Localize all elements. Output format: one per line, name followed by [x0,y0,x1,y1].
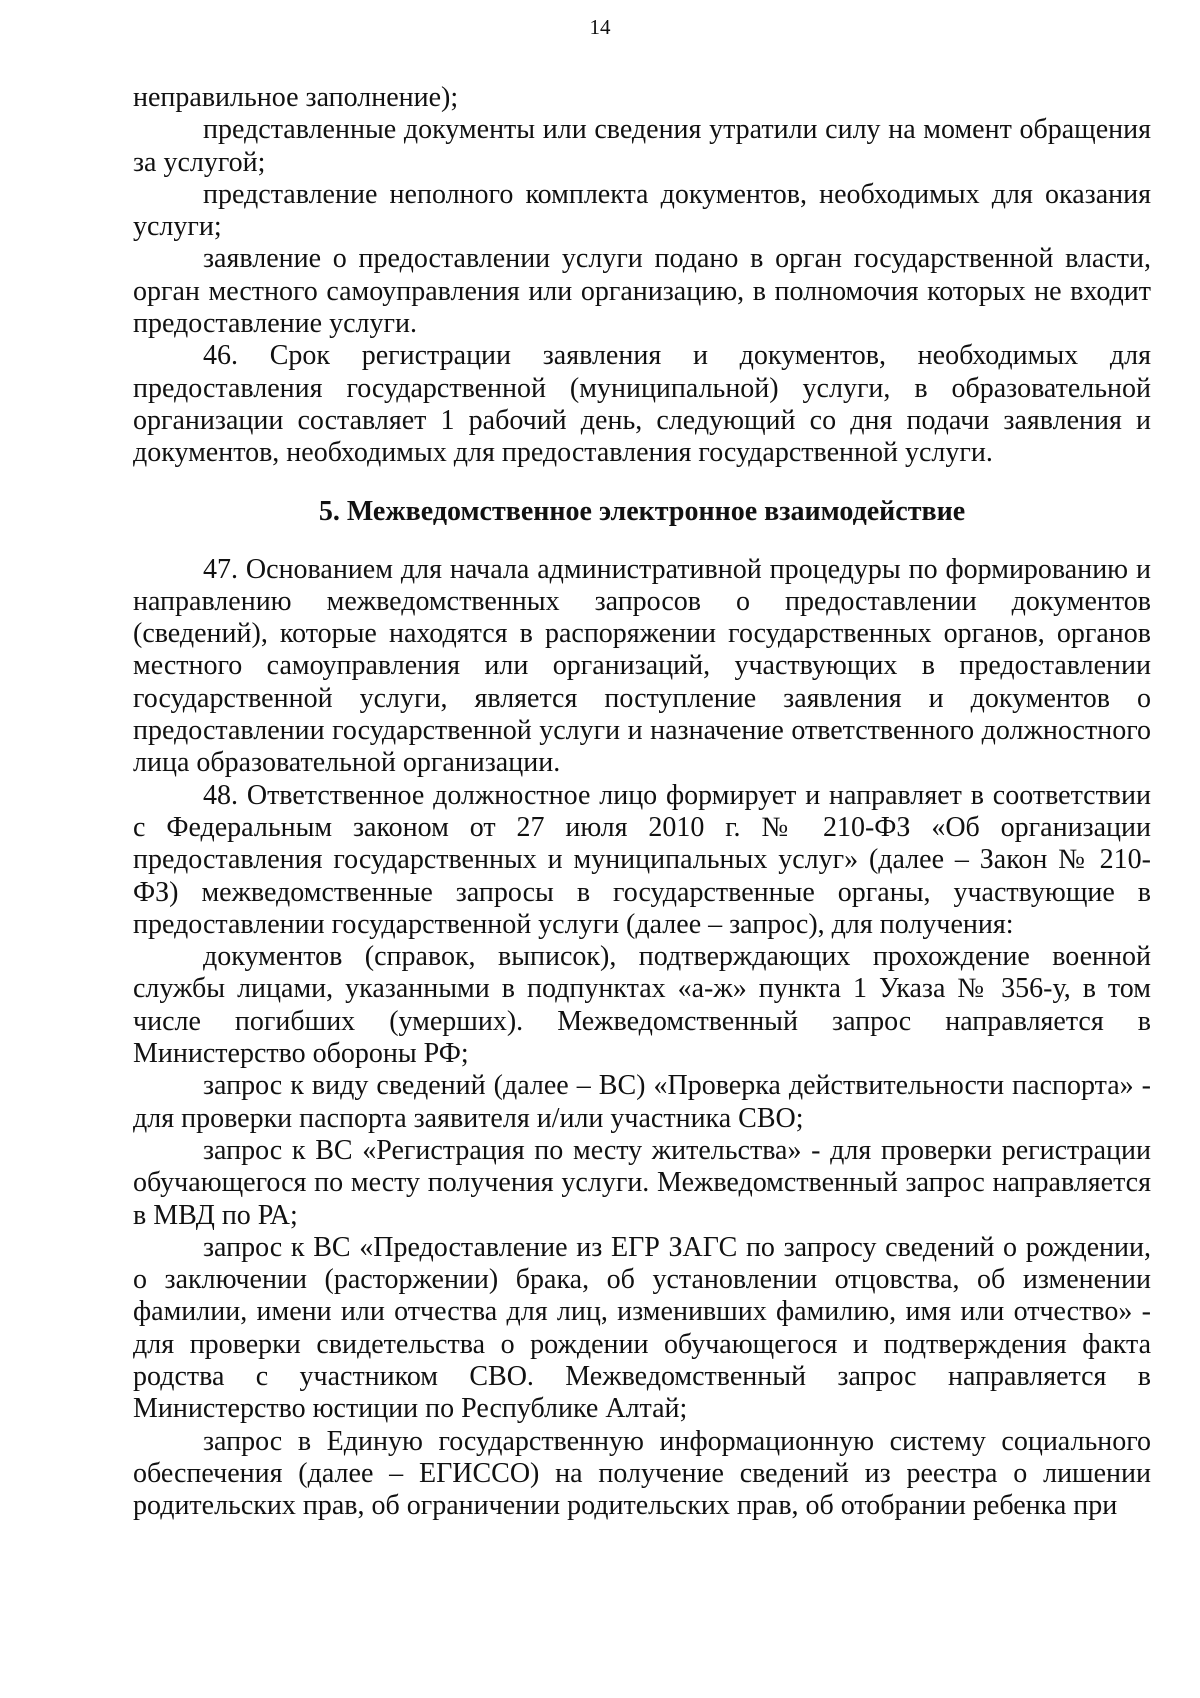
paragraph: запрос к ВС «Регистрация по месту жительства» - для проверки регистрации обучающегося по месту получения услуги. Межведомственный запрос направляется в МВД по РА; [133,1134,1151,1231]
paragraph-item-46: 46. Срок регистрации заявления и документов, необходимых для предоставления государственной (муниципальной) услуги, в образовательной организации составляет 1 рабочий день, следующий со дня подачи заявления и документов, необходимых для предоставления государственной услуги. [133,340,1151,469]
paragraph-item-47: 47. Основанием для начала административной процедуры по формированию и направлению межведомственных запросов о предоставлении документов (сведений), которые находятся в распоряжении государственных органов, органов местного самоуправления или организаций, участвующих в предоставлении государственной услуги, является поступление заявления и документов о предоставлении государственной услуги и назначение ответственного должностного лица образовательной организации. [133,553,1151,779]
paragraph: документов (справок, выписок), подтверждающих прохождение военной службы лицами, указанными в подпунктах «а-ж» пункта 1 Указа № 356-у, в том числе погибших (умерших). Межведомственный запрос направляется в Министерство обороны РФ; [133,941,1151,1070]
paragraph: заявление о предоставлении услуги подано в орган государственной власти, орган местного самоуправления или организацию, в полномочия которых не входит предоставление услуги. [133,243,1151,340]
paragraph: представленные документы или сведения утратили силу на момент обращения за услугой; [133,114,1151,178]
document-body [133,82,1151,1522]
paragraph-item-48: 48. Ответственное должностное лицо формирует и направляет в соответствии с Федеральным законом от 27 июля 2010 г. № 210-ФЗ «Об организации предоставления государственных и муниципальных услуг» (далее – Закон № 210-ФЗ) межведомственные запросы в государственные органы, участвующие в предоставлении государственной услуги (далее – запрос), для получения: [133,779,1151,940]
section-heading: 5. Межведомственное электронное взаимодействие [318,495,966,527]
page-number: 14 [589,15,611,39]
paragraph: неправильное заполнение); [133,82,459,113]
paragraph: запрос к ВС «Предоставление из ЕГР ЗАГС по запросу сведений о рождении, о заключении (расторжении) брака, об установлении отцовства, об изменении фамилии, имени или отчества для лиц, изменивших фамилию, имя или отчество» - для проверки свидетельства о рождении обучающегося и подтверждения факта родства с участником СВО. Межведомственный запрос направляется в Министерство юстиции по Республике Алтай; [133,1231,1151,1425]
paragraph: запрос к виду сведений (далее – ВС) «Проверка действительности паспорта» - для проверки паспорта заявителя и/или участника СВО; [133,1070,1151,1134]
paragraph: представление неполного комплекта документов, необходимых для оказания услуги; [133,178,1151,243]
paragraph: запрос в Единую государственную информационную систему социального обеспечения (далее – ЕГИССО) на получение сведений из реестра о лишении родительских прав, об ограничении родительских прав, об отобрании ребенка при [133,1425,1151,1522]
